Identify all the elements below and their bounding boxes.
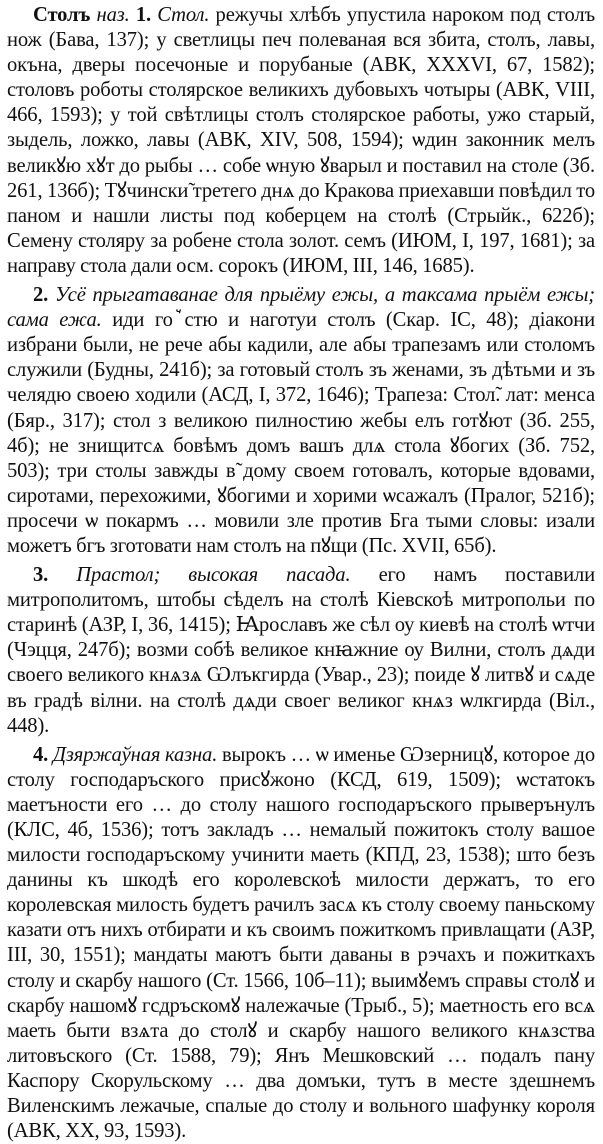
sense-number: 4. xyxy=(33,743,49,766)
sense-gloss: Дзяржаўная казна. xyxy=(52,743,218,766)
sense-citations: вырокъ … ѡ именье Ѡзерницꙋ, которое до столу господаръского присꙋжоно (КСД, 619, 1509); ѡстатокъ маетъности его … до столу нашого господаръского прыверънулъ (КЛС, 4б, 1536); тотъ закладъ … немалый пожитокъ столу вашое милости господаръскому учинити маеть (КПД, 23, 1538); што безъ данины къ шкодѣ его королевскоѣ милости держатъ, то его королевская милость будетъ рачилъ засѧ къ столу своему паньскому казати отъ нихъ отбирати и къ своимъ пожиткомъ привлащати (АЗР, III, 30, 1551); мандаты маютъ быти даваны в рэчахъ и пожиткахъ столу и скарбу нашого (Ст. 1566, 10б–11); выимꙋемъ справы столꙋ и скарбу нашомꙋ гсдръскомꙋ належачые (Трыб., 5); маетность его всѧ маеть быти взѧта до столꙋ и скарбу нашого великого кнѧзства литовъского (Ст. 1588, 79); Янъ Мешковский … подалъ пану Каспору Скорульскому … два домъки, тутъ в месте здешнемъ Виленскимъ лежачые, спалые до столу и вольного шафунку короля (АВК, XX, 93, 1593). xyxy=(7,743,595,1143)
sense-number: 1. xyxy=(135,4,152,26)
headword: Столъ xyxy=(33,4,91,26)
sense-3-paragraph xyxy=(7,563,595,739)
sense-citations: режучы хлѣбъ упустила нароком под столъ нож (Бава, 137); у светлицы печ полеваная вся збита, столъ, лавы, окъна, дверы посечоные и порубаные (АВК, XXXVI, 67, 1582); столовъ роботы столярское великихъ дубовыхъ чотыры (АВК, VIII, 466, 1593); у той свѣтлицы столъ столярское работы, ужо старый, зыдель, ложко, лавы (АВК, XIV, 508, 1594); ѡдин законник мелъ великꙋю хꙋт до рыбы … собе ѡную ꙋварыл и поставил на столе (Зб. 261, 136б); Тꙋчински̃ третего днѧ до Кракова приехавши повѣдил то паном и нашли листы под коберцем на столѣ (Стрыйк., 622б); Семену столяру за робене стола золот. семъ (ИЮМ, I, 197, 1681); за направу стола дали осм. сорокъ (ИЮМ, III, 146, 1685). xyxy=(7,4,595,277)
sense-1-paragraph xyxy=(7,3,595,279)
sense-number: 2. xyxy=(33,284,49,307)
sense-2-paragraph xyxy=(7,283,595,559)
sense-citations: иди гоꙿстю и наготуи столъ (Скар. IC, 48); діакони избрани были, не рече абы кадили, але абы трапезамъ или столомъ служили (Будны, 241б); за готовый столъ зъ женами, зъ дѣтьми и зъ челядю своею ходили (АСД, I, 372, 1646); Трапеза: Стол̃. лат: менса (Бяр., 317); стол з великою пилностию жебы елъ готꙋют (Зб. 255, 4б); не знищитсѧ бовѣмъ домъ вашъ длѧ стола ꙋбогих (Зб. 752, 503); три столы завжды в̃ дому своем готовалъ, которые вдовами, сиротами, перехожими, ꙋбогими и хорими ѡсажалъ (Пралог, 521б); просечи ѡ покармъ … мовили зле против Бга тыми словы: изали можетъ бгъ зготовати нам столъ на пꙋщи (Пс. XVII, 65б). xyxy=(7,309,595,557)
sense-4-paragraph xyxy=(7,743,595,1144)
sense-gloss: Прастол; высокая пасада. xyxy=(76,564,351,587)
sense-gloss: Стол. xyxy=(157,4,210,26)
part-of-speech: наз. xyxy=(96,4,130,26)
sense-gloss: Усё прыгатаванае для прыёму ежы, а таксама прыём ежы; сама ежа. xyxy=(7,284,595,332)
sense-citations: его намъ поставили митрополитомъ, штобы сѣделъ на столѣ Кіевскоѣ митропольи по старинѣ (АЗР, I, 36, 1415); Ꙗрославъ же сѣл оу киевѣ на столѣ ѡтчи (Чэцця, 247б); возми собѣ великое кнꙗжние оу Вилни, столъ дѧди своего великого кнѧзѧ Ѡлъкгирда (Увар., 23); поиде ꙋ литвꙋ и сѧде въ градѣ вілни. на столѣ дѧди своег великог кнѧз ѡлкгирда (Віл., 448). xyxy=(7,564,595,737)
sense-number: 3. xyxy=(33,564,49,587)
